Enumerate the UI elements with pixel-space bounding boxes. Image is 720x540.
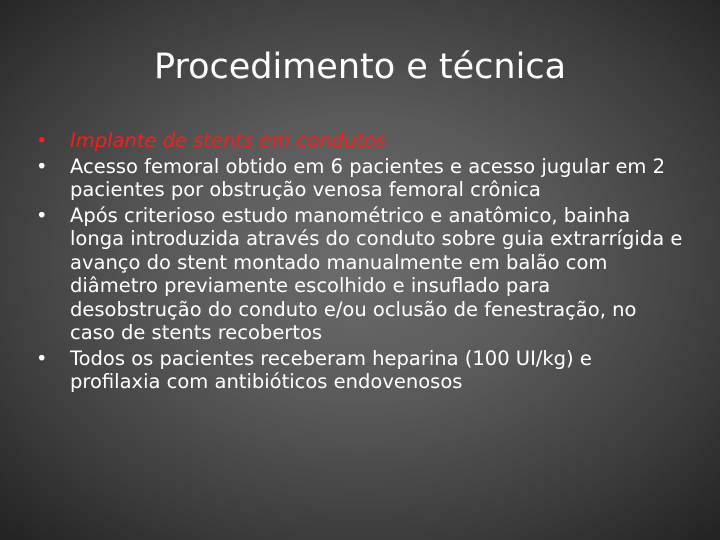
- bullet-text: Todos os pacientes receberam heparina (100 UI/kg) e profilaxia com antibióticos endovenosos: [70, 346, 592, 393]
- bullet-item-procedimento: [36, 204, 686, 345]
- bullet-item-acesso: [36, 155, 686, 202]
- bullet-text: Acesso femoral obtido em 6 pacientes e acesso jugular em 2 pacientes por obstrução venosa femoral crônica: [70, 154, 666, 201]
- bullet-glyph: •: [36, 154, 48, 178]
- bullet-glyph: •: [36, 346, 48, 370]
- bullet-list: [36, 129, 686, 396]
- bullet-item-heparina: [36, 347, 686, 394]
- bullet-item-stents: [36, 129, 686, 153]
- bullet-glyph: •: [36, 203, 48, 227]
- slide-title: Procedimento e técnica: [153, 47, 567, 87]
- bullet-text: Implante de stents em condutos: [70, 129, 387, 152]
- bullet-text: Após criterioso estudo manométrico e anatômico, bainha longa introduzida através do conduto sobre guia extrarrígida e avanço do stent montado manualmente em balão com diâmetro previamente escolhido e insuflado para desobstrução do conduto e/ou oclusão de fenestração, no caso de stents recobertos: [70, 203, 683, 344]
- bullet-glyph: •: [36, 129, 48, 152]
